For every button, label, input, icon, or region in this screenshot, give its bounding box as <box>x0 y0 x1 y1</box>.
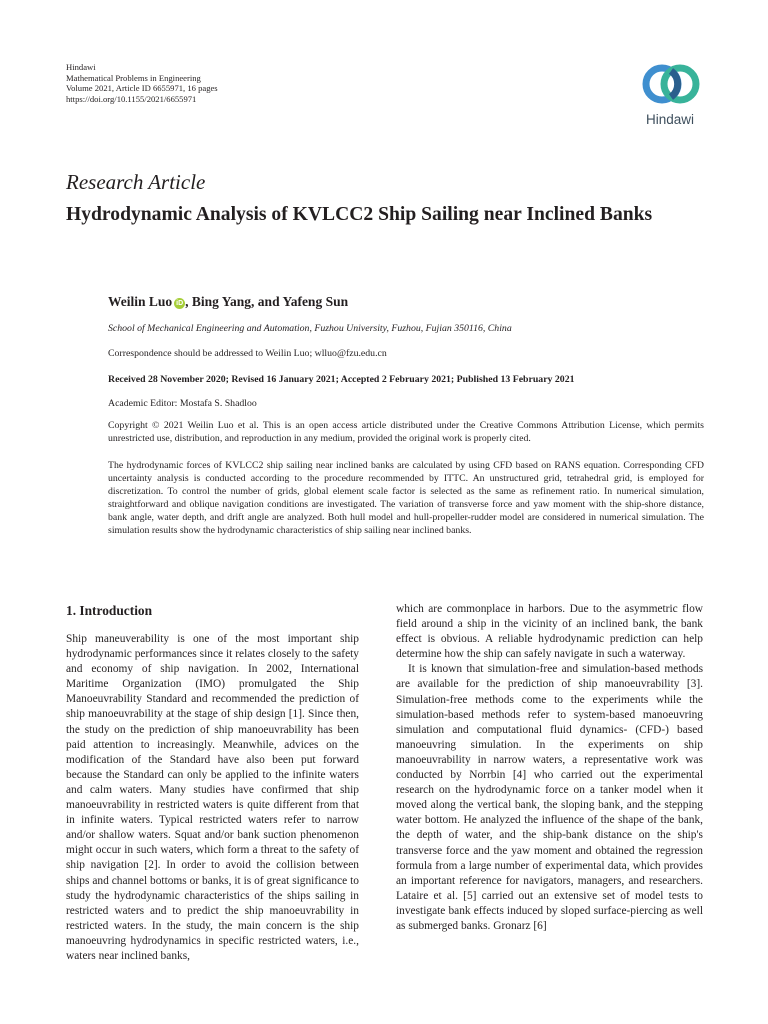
body-paragraph: which are commonplace in harbors. Due to the asymmetric flow field around a ship in the vicinity of an inclined bank, the bank effect is obvious. A reliable hydrodynamic prediction can help determine how the ship can safely navigate in such a waterway. <box>396 603 703 661</box>
left-column <box>66 632 359 964</box>
first-author[interactable]: Weilin Luo <box>108 294 173 309</box>
abstract: The hydrodynamic forces of KVLCC2 ship sailing near inclined banks are calculated by using CFD based on RANS equation. Corresponding CFD uncertainty analysis is conducted according to the procedure recommended by ITTC. An unstructured grid, tetrahedral grid, is employed for discretization. To control the number of grids, global element scale factor is selected as the same as refinement ratio. In numerical simulation, straightforward and oblique navigation conditions are investigated. The variation of transverse force and yaw moment with the ship-shore distance, bank angle, water depth, and drift angle are analyzed. Both hull model and hull-propeller-rudder model are considered in numerical simulation. The simulation results show the hydrodynamic characteristics of ship sailing near inclined banks. <box>108 460 704 536</box>
correspondence: Correspondence should be addressed to Weilin Luo; wlluo@fzu.edu.cn <box>108 348 387 359</box>
affiliation: School of Mechanical Engineering and Automation, Fuzhou University, Fuzhou, Fujian 350116, China <box>108 323 512 334</box>
hindawi-logo-icon <box>634 58 710 112</box>
academic-editor: Academic Editor: Mostafa S. Shadloo <box>108 398 257 409</box>
right-column <box>396 602 703 934</box>
doi-link[interactable]: https://doi.org/10.1155/2021/6655971 <box>66 93 197 104</box>
other-authors: , Bing Yang, and Yafeng Sun <box>185 294 349 309</box>
volume-info: Volume 2021, Article ID 6655971, 16 pages <box>66 83 218 94</box>
copyright-notice: Copyright © 2021 Weilin Luo et al. This is an open access article distributed under the Creative Commons Attribution License, which permits unrestricted use, distribution, and reproduction in any medium, provided the original work is properly cited. <box>108 420 704 444</box>
section-heading-introduction: 1. Introduction <box>66 603 153 618</box>
article-type: Research Article <box>66 170 206 194</box>
article-title: Hydrodynamic Analysis of KVLCC2 Ship Sailing near Inclined Banks <box>66 204 653 225</box>
hindawi-logo <box>634 58 710 138</box>
journal-meta <box>66 62 218 104</box>
publication-dates: Received 28 November 2020; Revised 16 January 2021; Accepted 2 February 2021; Published 13 February 2021 <box>108 374 575 385</box>
logo-wordmark: Hindawi <box>645 112 695 127</box>
body-paragraph: Ship maneuverability is one of the most important ship hydrodynamic performances since it relates closely to the safety and economy of ship navigation. In 2002, International Maritime Organization (IMO) promulgated the Ship Manoeuvrability Standard and recommended the prediction of ship manoeuvrability at the stage of ship design [1]. Since then, the study on the prediction of ship manoeuvrability has been paid attention to increasingly. Meanwhile, advices on the modification of the Standard have also been put forward because the Standard can only be applied to the infinite waters and calm waters. Many studies have confirmed that ship manoeuvrability in restricted waters is quite different from that in infinite waters. Typical restricted waters refer to narrow and/or shallow waters. Squat and/or bank suction phenomenon might occur in such waters, which form a threat to the safety of ship navigation [2]. In order to avoid the collision between ships and channel bottoms or banks, it is of great significance to study the hydrodynamic characteristics of the ships sailing in restricted waters and to predict the ship manoeuvrability in restricted waters. In the study, the main concern is the ship manoeuvring hydrodynamics in specific restricted waters, i.e., waters near inclined banks, <box>66 633 359 962</box>
publisher-name: Hindawi <box>66 62 96 72</box>
author-list <box>108 294 348 310</box>
body-paragraph: It is known that simulation-free and simulation-based methods are available for the prediction of ship manoeuvrability [3]. Simulation-free methods come to the experiments while the simulation-based methods refer to system-based manoeuvring simulation and computational fluid dynamics- (CFD-) based manoeuvring simulation. In the experiments on ship manoeuvrability in narrow waters, a representative work was conducted by Norrbin [4] who carried out the experimental research on the hydrodynamic force on a tanker model when it moved along the vertical bank, the sloping bank, and the stepping water bottom. He analyzed the influence of the shape of the bank, the depth of water, and the ship-bank distance on the ship's transverse force and the yaw moment and obtained the regression formula from a large number of experimental data, which provides an important reference for navigators, managers, and researchers. Lataire et al. [5] carried out an extensive set of model tests to investigate bank effects induced by sloped surface-piercing as well as submerged banks. Gronarz [6] <box>396 663 703 932</box>
journal-name: Mathematical Problems in Engineering <box>66 72 201 83</box>
orcid-icon[interactable]: iD <box>176 300 184 307</box>
